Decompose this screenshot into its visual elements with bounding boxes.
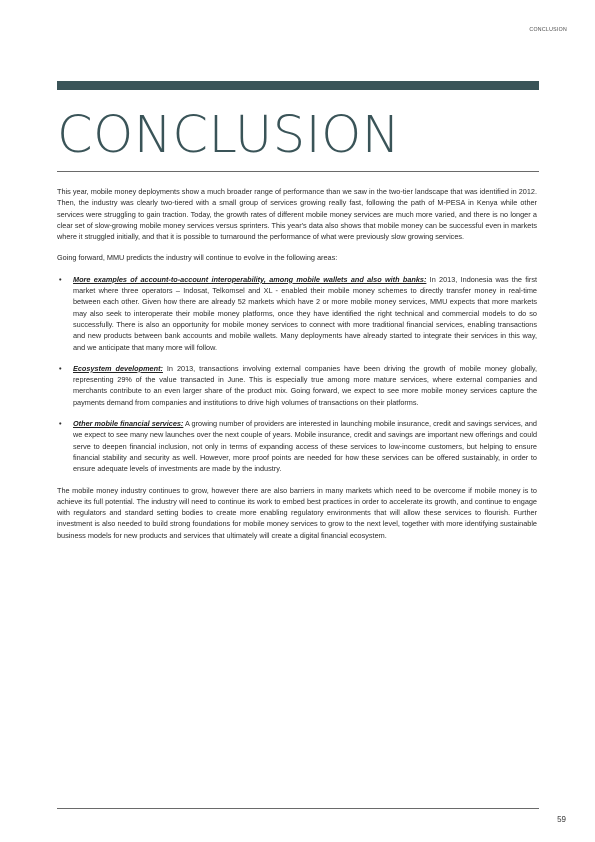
page-number: 59 xyxy=(557,815,566,824)
body-text xyxy=(57,186,537,551)
page-title: CONCLUSION xyxy=(57,106,401,165)
list-item-lead: More examples of account-to-account interoperability, among mobile wallets and also with banks: xyxy=(73,274,427,284)
intro-paragraph: This year, mobile money deployments show a much broader range of performance than we saw in the two-tier landscape that was identified in 2012. Then, the industry was clearly two-tiered with a small group of services growing really fast, following the path of M-PESA in Kenya while other services were struggling to gain traction. Today, the growth rates of different mobile money services are much more varied, and there is no longer a clear set of slow-growing mobile money services versus sprinters. This year's data also shows that mobile money can be successful even in markets where it struggled initially, and that it is possible to turnaround the performance of what were previously slow growing services. xyxy=(57,187,537,242)
list-item xyxy=(57,418,537,474)
list-item-lead: Other mobile financial services: xyxy=(73,419,184,429)
running-header: CONCLUSION xyxy=(529,27,567,33)
bullet-icon: • xyxy=(59,363,62,373)
list-item-text: A growing number of providers are interested in launching mobile insurance, credit and savings services, and we expect to see many new launches over the next couple of years. Mobile insurance, credit and savings are important new offerings and could serve to deepen financial inclusion, not only in terms of expanding access of these services to low-income customers, but helping to ensure financial stability and security as well. However, more proof points are needed for how these services can be offered sustainably, in order to ensure adequate levels of investments are made by the industry. xyxy=(73,419,537,474)
list-item-text: In 2013, transactions involving external companies have been driving the growth of mobile money globally, representing 29% of the value transacted in June. This is especially true among more mature services, where external companies and merchants contribute to an even larger share of the product mix. Going forward, we expect to see more mobile money services capture the payments demand from companies and institutions to drive high volumes of transactions on their platforms. xyxy=(73,363,538,407)
footer-divider xyxy=(57,808,539,809)
list-item xyxy=(57,274,537,353)
forward-paragraph: Going forward, MMU predicts the industry will continue to evolve in the following areas: xyxy=(57,253,338,263)
bullet-icon: • xyxy=(59,274,62,284)
list-item-lead: Ecosystem development: xyxy=(73,363,163,373)
closing-paragraph: The mobile money industry continues to grow, however there are also barriers in many markets which need to be overcome if mobile money is to achieve its full potential. The industry will need to continue its work to embed best practices in order to accelerate its growth, and continue to engage with regulators and standard setting bodies to create more enabling regulatory environments that will allow these services to flourish. Further investment is also needed to build strong foundations for mobile money services to grow to the next level, together with more identifying sustainable business models for new products and services that ultimately will create a digital financial ecosystem. xyxy=(57,485,537,540)
title-divider xyxy=(57,171,539,172)
list-item xyxy=(57,363,537,408)
title-accent-bar xyxy=(57,81,539,90)
list-item-text: In 2013, Indonesia was the first market where three operators – Indosat, Telkomsel and XL - enabled their mobile money schemes to directly transfer money in real-time between each other. Given how there are already 52 markets which have 2 or more mobile money services, MMU expects that more markets may also seek to interoperate their mobile money platforms, once they have identified the right technical and commercial models to do so successfully. There is also an opportunity for mobile money services to connect with more traditional financial services, enabling transactions and new products between bank accounts and mobile wallets. Many deployments have already started to integrate their services in this way, and we anticipate that many more will follow. xyxy=(73,274,537,352)
bullet-icon: • xyxy=(59,419,62,429)
prediction-list xyxy=(57,274,537,475)
